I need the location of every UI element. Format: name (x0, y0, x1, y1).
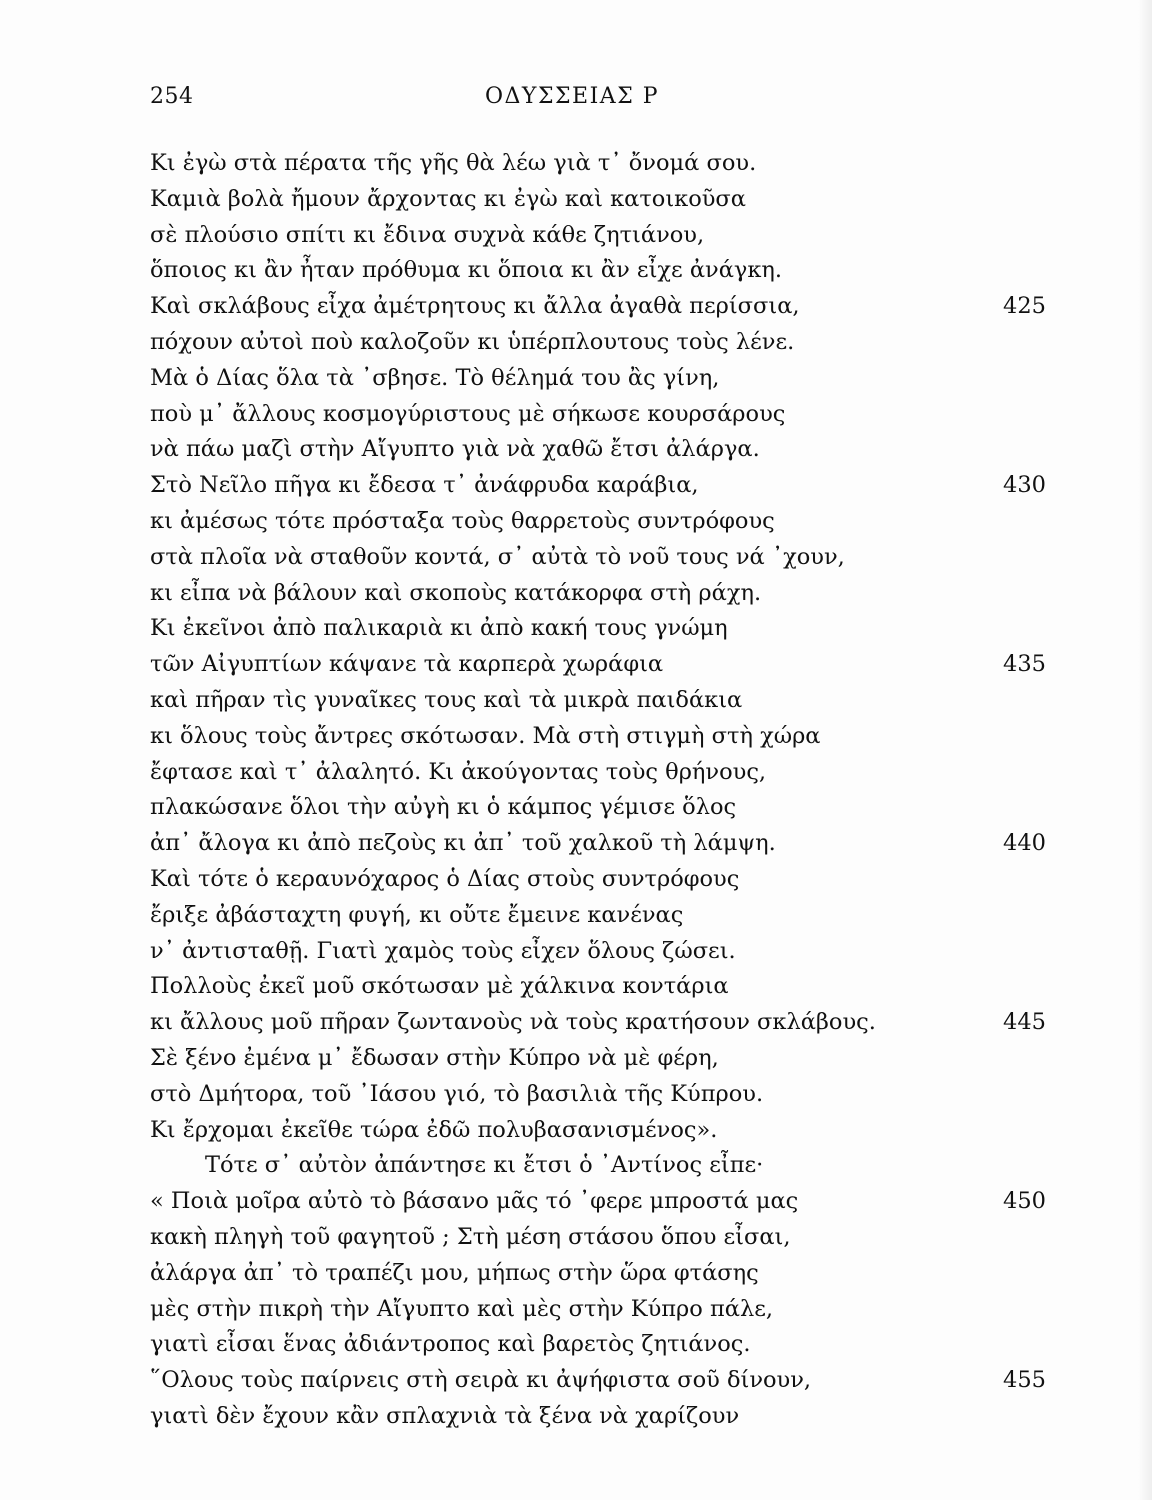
verse-text: Καὶ σκλάβους εἶχα ἀμέτρητους κι ἄλλα ἀγαθὰ περίσσια, (150, 293, 800, 320)
verse-line (0, 1077, 1152, 1113)
running-title: ΟΔΥΣΣΕΙΑΣ Ρ (485, 84, 660, 109)
verse-line (0, 719, 1152, 755)
verse-text: Κι ἐκεῖνοι ἀπὸ παλικαριὰ κι ἀπὸ κακή τους γνώμη (150, 615, 728, 642)
page-header (150, 84, 1050, 118)
verse-block (0, 146, 1152, 1435)
verse-line (0, 361, 1152, 397)
verse-text: κακὴ πληγὴ τοῦ φαγητοῦ ; Στὴ μέση στάσου ὅπου εἶσαι, (150, 1223, 791, 1250)
verse-line (0, 182, 1152, 218)
verse-line (0, 432, 1152, 468)
verse-line (0, 1220, 1152, 1256)
verse-text: Μὰ ὁ Δίας ὅλα τὰ ᾽σβησε. Τὸ θέλημά του ἂς γίνη, (150, 364, 720, 391)
verse-text: γιατὶ δὲν ἔχουν κἂν σπλαχνιὰ τὰ ξένα νὰ χαρίζουν (150, 1402, 740, 1429)
verse-line (0, 862, 1152, 898)
verse-text: κι εἶπα νὰ βάλουν καὶ σκοποὺς κατάκορφα στὴ ράχη. (150, 579, 762, 606)
verse-text: ἔφτασε καὶ τ᾽ ἀλαλητό. Κι ἀκούγοντας τοὺς θρήνους, (150, 758, 767, 785)
verse-text: « Ποιὰ μοῖρα αὐτὸ τὸ βάσανο μᾶς τό ᾽φερε μπροστά μας (150, 1188, 799, 1215)
verse-text: Καὶ τότε ὁ κεραυνόχαρος ὁ Δίας στοὺς συντρόφους (150, 865, 740, 892)
verse-text: ν᾽ ἀντισταθῇ. Γιατὶ χαμὸς τοὺς εἶχεν ὅλους ζώσει. (150, 937, 736, 964)
verse-text: στὸ Δμήτορα, τοῦ ᾽Ιάσου γιό, τὸ βασιλιὰ τῆς Κύπρου. (150, 1080, 764, 1107)
verse-text: ποὺ μ᾽ ἄλλους κοσμογύριστους μὲ σήκωσε κουρσάρους (150, 400, 786, 427)
verse-line (0, 146, 1152, 182)
verse-line (0, 898, 1152, 934)
verse-text: ῞Ολους τοὺς παίρνεις στὴ σειρὰ κι ἀψήφιστα σοῦ δίνουν, (150, 1367, 812, 1394)
line-number: 430 (1003, 472, 1046, 499)
verse-line (0, 1399, 1152, 1435)
line-number: 435 (1003, 651, 1046, 678)
verse-text: Καμιὰ βολὰ ἤμουν ἄρχοντας κι ἐγὼ καὶ κατοικοῦσα (150, 185, 746, 212)
verse-line (0, 325, 1152, 361)
verse-line (0, 755, 1152, 791)
verse-text: γιατὶ εἶσαι ἕνας ἀδιάντροπος καὶ βαρετὸς ζητιάνος. (150, 1331, 751, 1358)
verse-line (0, 826, 1152, 862)
verse-line (0, 397, 1152, 433)
verse-text: τῶν Αἰγυπτίων κάψανε τὰ καρπερὰ χωράφια (150, 651, 664, 678)
verse-text: πλακώσανε ὅλοι τὴν αὐγὴ κι ὁ κάμπος γέμισε ὅλος (150, 794, 737, 821)
verse-line (0, 468, 1152, 504)
verse-line (0, 611, 1152, 647)
verse-line (0, 1041, 1152, 1077)
verse-text: νὰ πάω μαζὶ στὴν Αἴγυπτο γιὰ νὰ χαθῶ ἔτσι ἀλάργα. (150, 436, 760, 463)
page-number: 254 (150, 84, 194, 109)
verse-text: πόχουν αὐτοὶ ποὺ καλοζοῦν κι ὑπέρπλουτους τοὺς λένε. (150, 328, 795, 355)
line-number: 455 (1003, 1367, 1046, 1394)
verse-line (0, 1113, 1152, 1149)
verse-text: σὲ πλούσιο σπίτι κι ἔδινα συχνὰ κάθε ζητιάνου, (150, 221, 705, 248)
line-number: 445 (1003, 1009, 1046, 1036)
verse-line (0, 969, 1152, 1005)
verse-line (0, 1148, 1152, 1184)
verse-text: ὅποιος κι ἂν ἦταν πρόθυμα κι ὅποια κι ἂν εἶχε ἀνάγκη. (150, 257, 783, 284)
line-number: 425 (1003, 293, 1046, 320)
verse-text: Στὸ Νεῖλο πῆγα κι ἔδεσα τ᾽ ἀνάφρυδα καράβια, (150, 472, 699, 499)
verse-text: κι ἀμέσως τότε πρόσταξα τοὺς θαρρετοὺς συντρόφους (150, 507, 775, 534)
line-number: 450 (1003, 1188, 1046, 1215)
verse-line (0, 253, 1152, 289)
verse-text: ἔριξε ἀβάσταχτη φυγή, κι οὔτε ἔμεινε κανένας (150, 901, 684, 928)
line-number: 440 (1003, 830, 1046, 857)
verse-line (0, 683, 1152, 719)
verse-text: Τότε σ᾽ αὐτὸν ἀπάντησε κι ἔτσι ὁ ᾽Αντίνος εἶπε· (205, 1152, 764, 1179)
verse-text: κι ὅλους τοὺς ἄντρες σκότωσαν. Μὰ στὴ στιγμὴ στὴ χώρα (150, 722, 821, 749)
verse-line (0, 790, 1152, 826)
verse-line (0, 1327, 1152, 1363)
verse-line (0, 934, 1152, 970)
verse-text: μὲς στὴν πικρὴ τὴν Αἴγυπτο καὶ μὲς στὴν Κύπρο πάλε, (150, 1295, 774, 1322)
verse-line (0, 1292, 1152, 1328)
verse-text: Κι ἐγὼ στὰ πέρατα τῆς γῆς θὰ λέω γιὰ τ᾽ ὄνομά σου. (150, 150, 757, 176)
verse-line (0, 1184, 1152, 1220)
verse-text: στὰ πλοῖα νὰ σταθοῦν κοντά, σ᾽ αὐτὰ τὸ νοῦ τους νά ᾽χουν, (150, 543, 845, 570)
verse-text: Σὲ ξένο ἐμένα μ᾽ ἔδωσαν στὴν Κύπρο νὰ μὲ φέρη, (150, 1044, 719, 1071)
verse-text: Κι ἔρχομαι ἐκεῖθε τώρα ἐδῶ πολυβασανισμένος». (150, 1116, 718, 1143)
verse-line (0, 540, 1152, 576)
verse-text: Πολλοὺς ἐκεῖ μοῦ σκότωσαν μὲ χάλκινα κοντάρια (150, 973, 729, 1000)
verse-line (0, 1005, 1152, 1041)
verse-line (0, 218, 1152, 254)
verse-line (0, 289, 1152, 325)
verse-line (0, 1256, 1152, 1292)
verse-line (0, 647, 1152, 683)
verse-text: καὶ πῆραν τὶς γυναῖκες τους καὶ τὰ μικρὰ παιδάκια (150, 686, 743, 713)
verse-line (0, 576, 1152, 612)
verse-text: κι ἄλλους μοῦ πῆραν ζωντανοὺς νὰ τοὺς κρατήσουν σκλάβους. (150, 1009, 876, 1036)
page-edge-shadow (1138, 0, 1152, 1500)
verse-line (0, 504, 1152, 540)
verse-line (0, 1363, 1152, 1399)
verse-text: ἀπ᾽ ἄλογα κι ἀπὸ πεζοὺς κι ἀπ᾽ τοῦ χαλκοῦ τὴ λάμψη. (150, 830, 776, 857)
verse-text: ἀλάργα ἀπ᾽ τὸ τραπέζι μου, μήπως στὴν ὥρα φτάσης (150, 1259, 759, 1286)
